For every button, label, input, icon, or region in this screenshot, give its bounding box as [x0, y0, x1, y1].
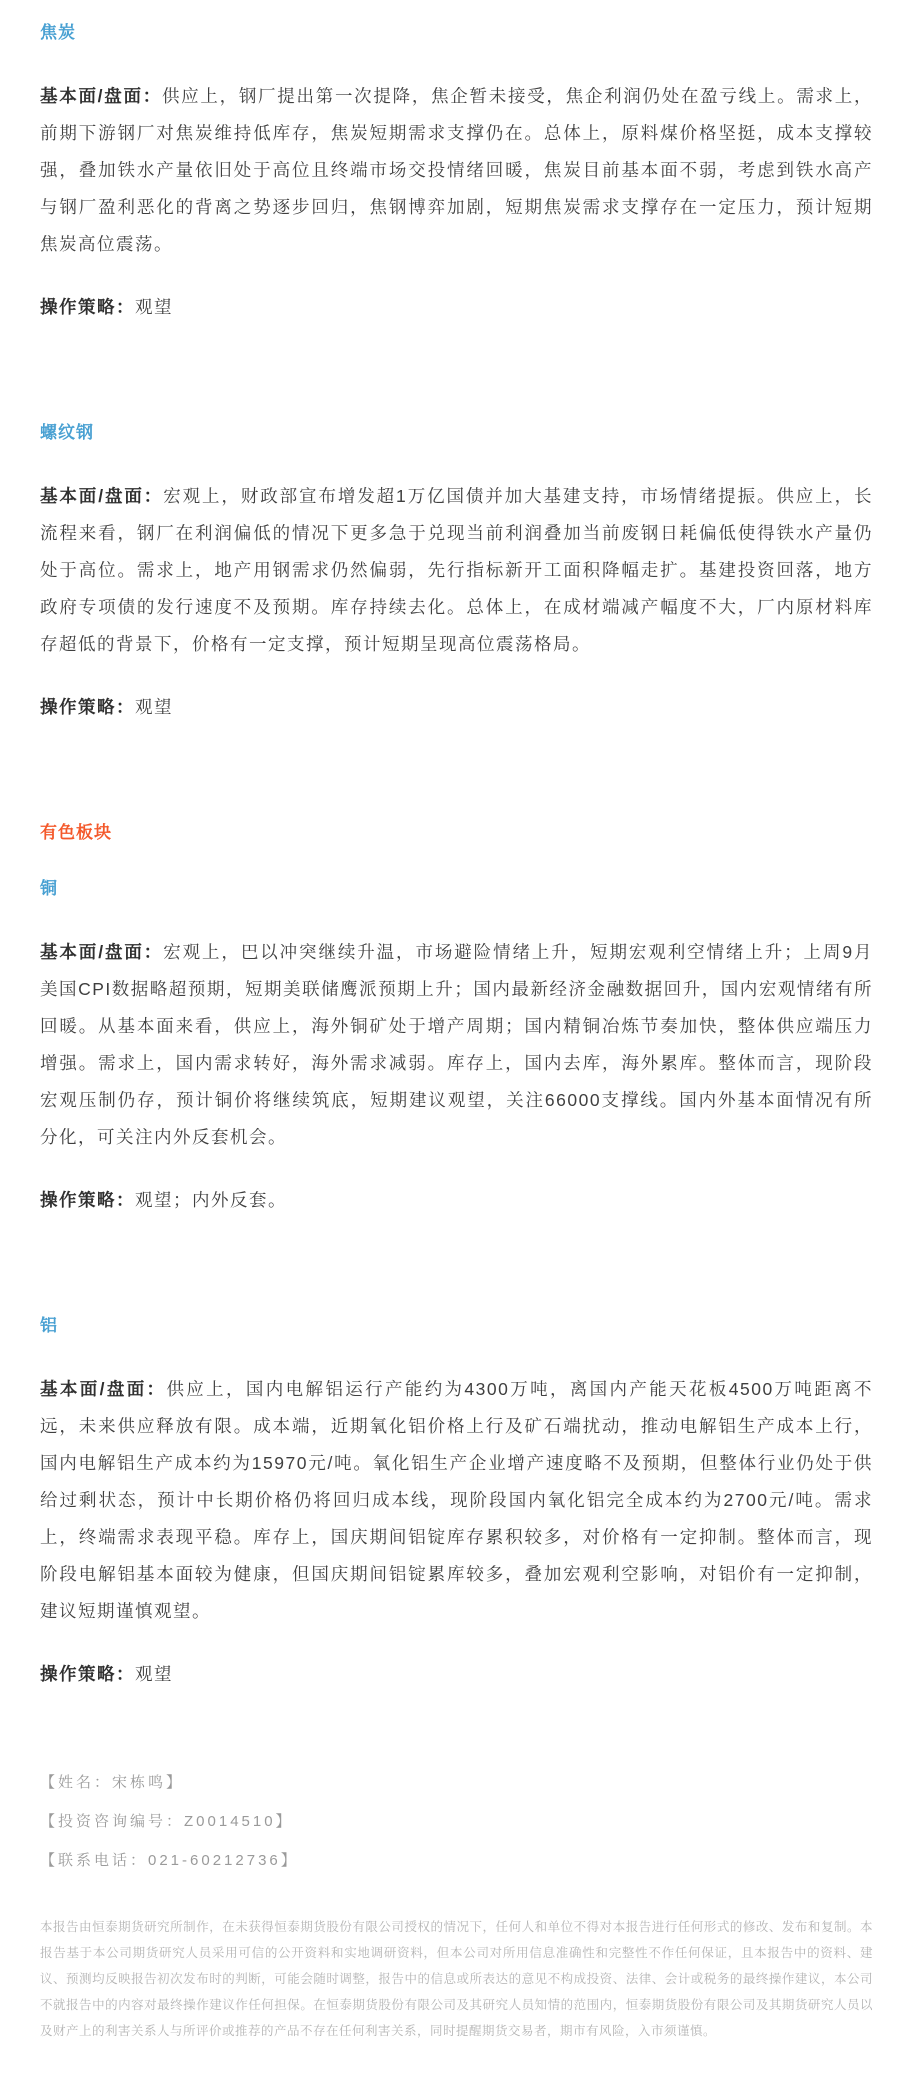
strategy-text: 观望: [135, 697, 173, 717]
section-heading-rebar: 螺纹钢: [40, 423, 94, 442]
section-heading-copper: 铜: [40, 879, 58, 898]
fundamental-text: 宏观上，财政部宣布增发超1万亿国债并加大基建支持，市场情绪提振。供应上，长流程来看，钢厂在利润偏低的情况下更多急于兑现当前利润叠加当前废钢日耗偏低使得铁水产量仍处于高位。需求上，地产用钢需求仍然偏弱，先行指标新开工面积降幅走扩。基建投资回落，地方政府专项债的发行速度不及预期。库存持续去化。总体上，在成材端减产幅度不大，厂内原材料库存超低的背景下，价格有一定支撑，预计短期呈现高位震荡格局。: [40, 486, 873, 654]
fundamental-paragraph: [40, 1371, 873, 1630]
analyst-name-line: 【姓名：宋栋鸣】: [40, 1774, 185, 1791]
section-heading-aluminum: 铝: [40, 1316, 58, 1335]
fundamental-label: 基本面/盘面：: [40, 86, 162, 106]
analyst-phone-line: 【联系电话：021-60212736】: [40, 1852, 299, 1869]
strategy-label: 操作策略：: [40, 1664, 135, 1684]
section-aluminum: [40, 1315, 873, 1693]
section-heading-coke: 焦炭: [40, 23, 76, 42]
strategy-label: 操作策略：: [40, 697, 135, 717]
fundamental-text: 供应上，国内电解铝运行产能约为4300万吨，离国内产能天花板4500万吨距离不远，未来供应释放有限。成本端，近期氧化铝价格上行及矿石端扰动，推动电解铝生产成本上行，国内电解铝生产成本约为15970元/吨。氧化铝生产企业增产速度略不及预期，但整体行业仍处于供给过剩状态，预计中长期价格仍将回归成本线，现阶段国内氧化铝完全成本约为2700元/吨。需求上，终端需求表现平稳。库存上，国庆期间铝锭库存累积较多，对价格有一定抑制。整体而言，现阶段电解铝基本面较为健康，但国庆期间铝锭累库较多，叠加宏观利空影响，对铝价有一定抑制，建议短期谨慎观望。: [40, 1379, 874, 1621]
analyst-info-block: [40, 1763, 873, 1880]
fundamental-text: 供应上，钢厂提出第一次提降，焦企暂未接受，焦企利润仍处在盈亏线上。需求上，前期下游钢厂对焦炭维持低库存，焦炭短期需求支撑仍在。总体上，原料煤价格坚挺，成本支撑较强，叠加铁水产量依旧处于高位且终端市场交投情绪回暖，焦炭目前基本面不弱，考虑到铁水高产与钢厂盈利恶化的背离之势逐步回归，焦钢博弈加剧，短期焦炭需求支撑存在一定压力，预计短期焦炭高位震荡。: [40, 86, 873, 254]
legal-disclaimer: 本报告由恒泰期货研究所制作，在未获得恒泰期货股份有限公司授权的情况下，任何人和单位不得对本报告进行任何形式的修改、发布和复制。本报告基于本公司期货研究人员采用可信的公开资料和实地调研资料，但本公司对所用信息准确性和完整性不作任何保证，且本报告中的资料、建议、预测均反映报告初次发布时的判断，可能会随时调整，报告中的信息或所表达的意见不构成投资、法律、会计或税务的最终操作建议，本公司不就报告中的内容对最终操作建议作任何担保。在恒泰期货股份有限公司及其研究人员知情的范围内，恒泰期货股份有限公司及其期货研究人员以及财产上的利害关系人与所评价或推荐的产品不存在任何利害关系，同时提醒期货交易者，期市有风险，入市须谨慎。: [40, 1920, 873, 2038]
fundamental-paragraph: [40, 78, 873, 263]
strategy-text: 观望: [135, 1664, 173, 1684]
strategy-paragraph: [40, 289, 873, 326]
fundamental-label: 基本面/盘面：: [40, 486, 164, 506]
strategy-paragraph: [40, 689, 873, 726]
fundamental-label: 基本面/盘面：: [40, 942, 164, 962]
fundamental-label: 基本面/盘面：: [40, 1379, 167, 1399]
strategy-text: 观望: [135, 297, 173, 317]
strategy-paragraph: [40, 1656, 873, 1693]
sector-heading-nonferrous: 有色板块: [40, 823, 112, 842]
fundamental-paragraph: [40, 478, 873, 663]
section-copper: [40, 878, 873, 1219]
fundamental-paragraph: [40, 934, 873, 1156]
section-coke: [40, 22, 873, 326]
strategy-label: 操作策略：: [40, 297, 135, 317]
strategy-label: 操作策略：: [40, 1190, 135, 1210]
fundamental-text: 宏观上，巴以冲突继续升温，市场避险情绪上升，短期宏观利空情绪上升；上周9月美国CPI数据略超预期，短期美联储鹰派预期上升；国内最新经济金融数据回升，国内宏观情绪有所回暖。从基本面来看，供应上，海外铜矿处于增产周期；国内精铜冶炼节奏加快，整体供应端压力增强。需求上，国内需求转好，海外需求减弱。库存上，国内去库，海外累库。整体而言，现阶段宏观压制仍存，预计铜价将继续筑底，短期建议观望，关注66000支撑线。国内外基本面情况有所分化，可关注内外反套机会。: [40, 942, 873, 1147]
section-rebar: [40, 422, 873, 726]
strategy-paragraph: [40, 1182, 873, 1219]
strategy-text: 观望；内外反套。: [135, 1190, 287, 1210]
analyst-license-line: 【投资咨询编号：Z0014510】: [40, 1813, 294, 1830]
